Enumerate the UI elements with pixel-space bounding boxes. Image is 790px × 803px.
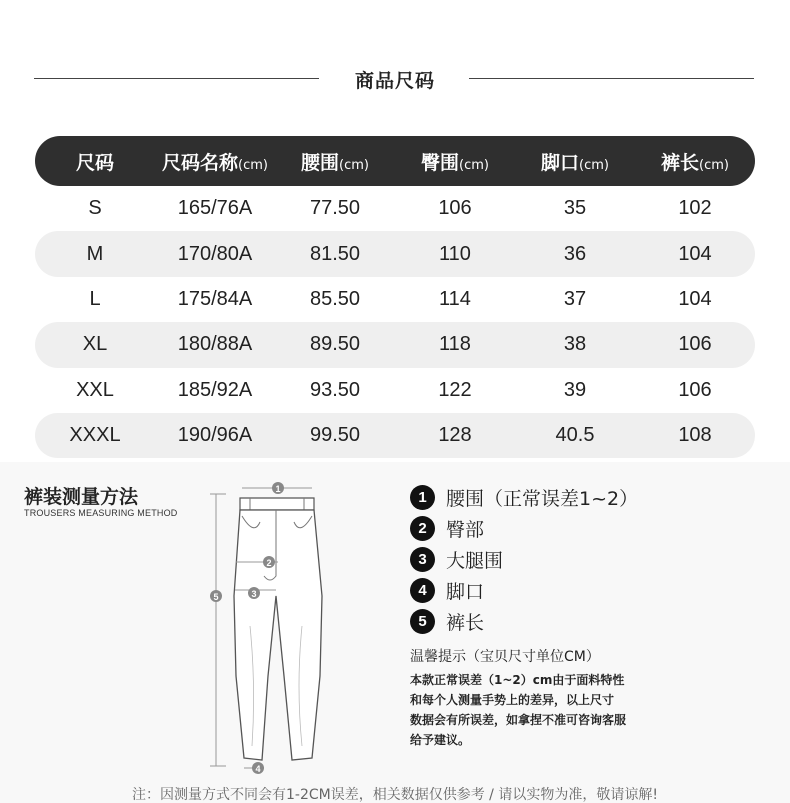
cell-size-name: 175/84A: [177, 287, 253, 310]
marker-3-label: 3: [251, 589, 257, 599]
legend-label: 腰围（正常误差1~2）: [446, 488, 639, 510]
title-divider-right: [469, 78, 754, 79]
table-row: [35, 186, 755, 231]
cell-size: XXXL: [69, 424, 121, 447]
marker-3: [248, 587, 260, 599]
section-title: [0, 60, 790, 96]
table-row: [35, 368, 755, 413]
page-title: 商品尺码: [354, 70, 435, 92]
cell-hip: 106: [438, 197, 472, 220]
cell-leg-opening: 39: [563, 378, 587, 401]
trousers-diagram: [200, 476, 350, 778]
cell-waist: 85.50: [309, 287, 361, 310]
cell-length: 104: [678, 242, 712, 265]
cell-length: 106: [678, 378, 712, 401]
table-row: [35, 413, 755, 458]
cell-size: XXL: [76, 378, 114, 401]
marker-1-label: 1: [275, 484, 281, 494]
legend-item-length: [410, 606, 638, 637]
cell-waist: 89.50: [309, 333, 361, 356]
cell-size-name: 180/88A: [177, 333, 253, 356]
tip-line: 本款正常误差（1~2）cm由于面料特性: [410, 673, 625, 687]
marker-2-label: 2: [266, 558, 272, 568]
legend-label: 大腿围: [446, 550, 504, 572]
legend-label: 臀部: [446, 519, 485, 541]
cell-size-name: 170/80A: [177, 242, 253, 265]
cell-size: L: [89, 287, 101, 310]
legend-item-waist: [410, 482, 638, 513]
cell-size: XL: [82, 333, 108, 356]
tip-line: 给予建议。: [410, 733, 471, 747]
cell-length: 108: [678, 424, 712, 447]
cell-waist: 93.50: [309, 378, 361, 401]
cell-waist: 81.50: [309, 242, 361, 265]
cell-leg-opening: 35: [563, 197, 587, 220]
legend-item-thigh: [410, 544, 638, 575]
tip-line: 和每个人测量手势上的差异，以上尺寸: [410, 693, 615, 707]
cell-hip: 118: [439, 333, 471, 356]
cell-hip: 128: [438, 424, 472, 447]
tip-title: 温馨提示（宝贝尺寸单位CM）: [410, 649, 600, 665]
tip-body: [410, 670, 670, 750]
table-row: [35, 277, 755, 322]
measuring-subtitle: TROUSERS MEASURING METHOD: [24, 508, 178, 518]
cell-size: M: [86, 242, 104, 265]
marker-2: [263, 556, 275, 568]
cell-hip: 122: [438, 378, 472, 401]
cell-waist: 77.50: [309, 197, 361, 220]
marker-5: [210, 590, 222, 602]
legend-label: 脚口: [446, 581, 485, 603]
header-size-name: 尺码名称(cm): [162, 151, 268, 174]
cell-hip: 110: [439, 242, 471, 265]
header-length: 裤长(cm): [661, 151, 729, 174]
table-row: [35, 322, 755, 367]
table-header: [35, 136, 755, 186]
cell-length: 104: [678, 287, 712, 310]
number-3-icon: 3: [410, 547, 435, 572]
cell-length: 102: [678, 197, 712, 220]
cell-leg-opening: 38: [563, 333, 587, 356]
tip-box: [410, 646, 670, 750]
marker-4-label: 4: [255, 764, 261, 774]
number-5-icon: 5: [410, 609, 435, 634]
cell-leg-opening: 40.5: [555, 424, 595, 447]
marker-4: [252, 762, 264, 774]
footnote: 注：因测量方式不同会有1-2CM误差，相关数据仅供参考 / 请以实物为准，敬请谅解!: [132, 787, 658, 803]
number-4-icon: 4: [410, 578, 435, 603]
cell-hip: 114: [439, 287, 471, 310]
measuring-section: [0, 462, 790, 803]
header-hip: 臀围(cm): [421, 151, 489, 174]
number-2-icon: 2: [410, 516, 435, 541]
header-size: 尺码: [75, 151, 114, 174]
marker-5-label: 5: [213, 592, 219, 602]
cell-leg-opening: 37: [563, 287, 587, 310]
legend-item-hip: [410, 513, 638, 544]
cell-leg-opening: 36: [563, 242, 587, 265]
marker-1: [272, 482, 284, 494]
cell-size-name: 190/96A: [177, 424, 253, 447]
cell-size: S: [88, 197, 102, 220]
tip-line: 数据会有所误差，如拿捏不准可咨询客服: [410, 713, 627, 727]
size-table: [35, 136, 755, 458]
table-row: [35, 231, 755, 276]
legend-label: 裤长: [446, 612, 485, 634]
header-waist: 腰围(cm): [301, 151, 369, 174]
cell-size-name: 165/76A: [177, 197, 253, 220]
legend-item-leg-opening: [410, 575, 638, 606]
measuring-title: 裤装测量方法: [24, 486, 139, 508]
cell-size-name: 185/92A: [177, 378, 253, 401]
cell-waist: 99.50: [309, 424, 361, 447]
number-1-icon: 1: [410, 485, 435, 510]
measure-legend: [410, 482, 638, 637]
cell-length: 106: [678, 333, 712, 356]
header-leg-opening: 脚口(cm): [541, 151, 609, 174]
